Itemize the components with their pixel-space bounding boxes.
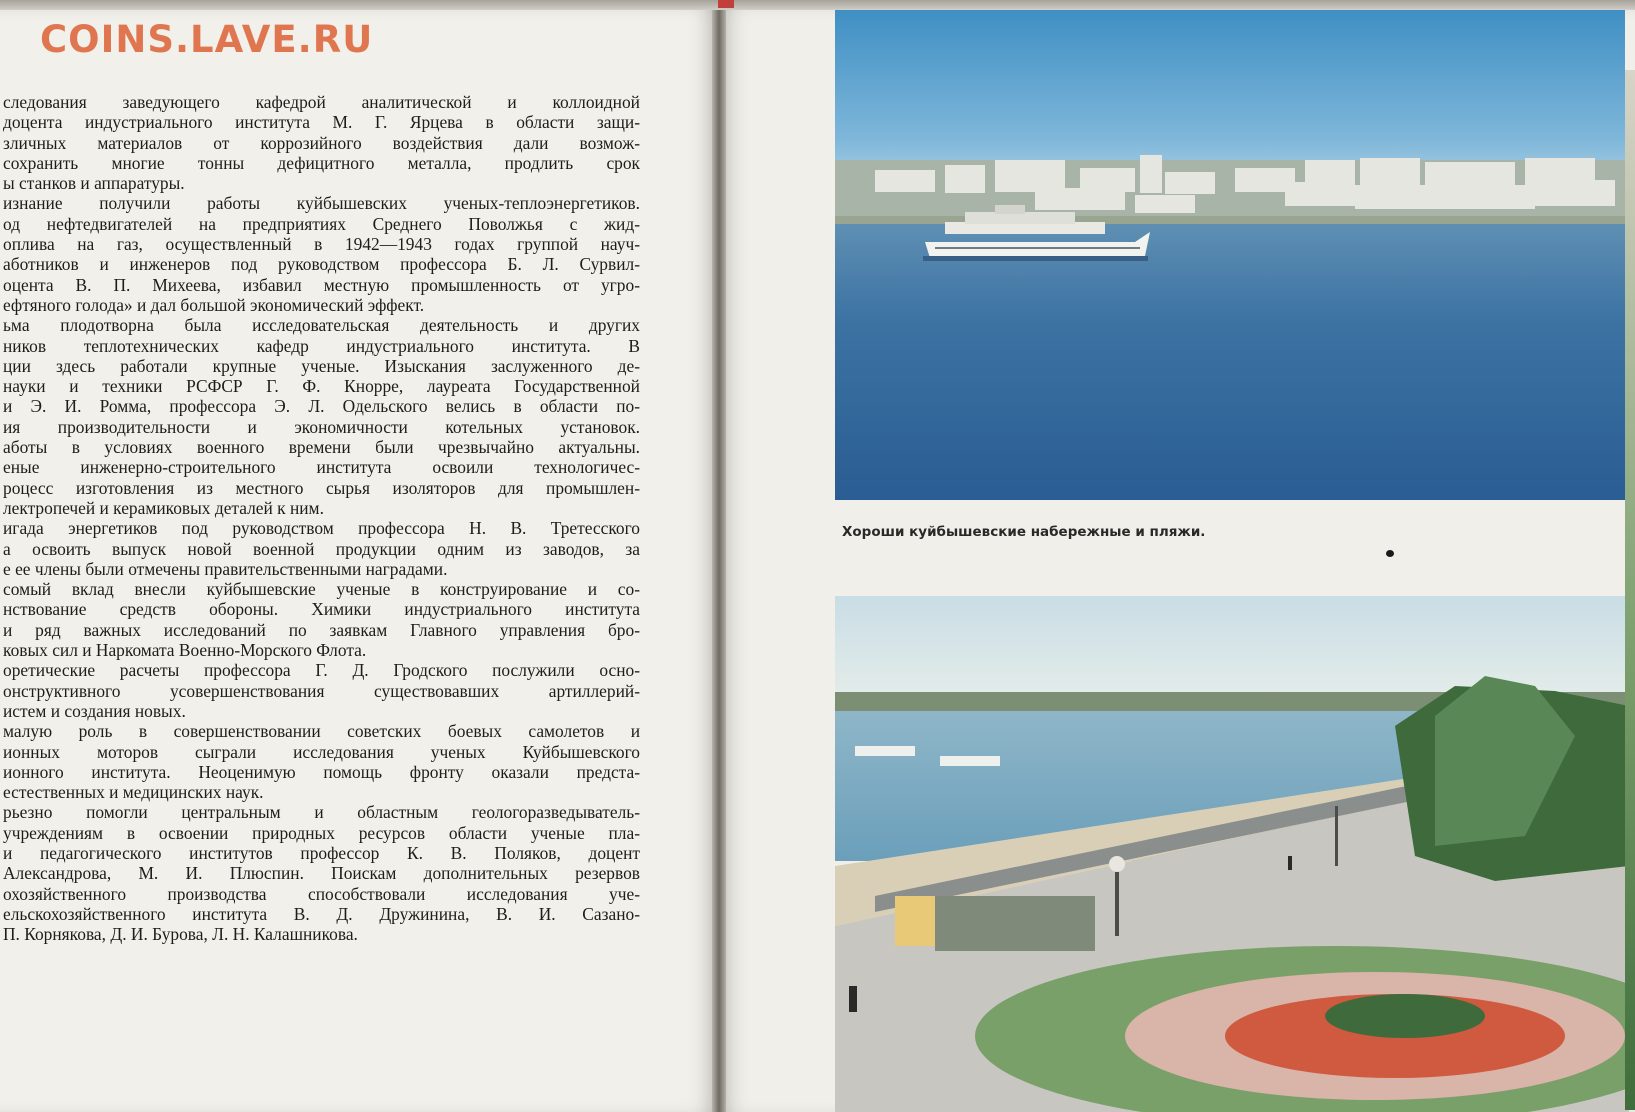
text-line: ионного института. Неоценимую помощь фронту оказали предста- <box>3 761 640 782</box>
text-line: аботников и инженеров под руководством профессора Б. Л. Сурвил- <box>3 254 640 275</box>
text-line: од нефтедвигателей на предприятиях Среднего Поволжья с жид- <box>3 213 640 234</box>
text-line: оцента В. П. Михеева, избавил местную промышленность от угро- <box>3 274 640 295</box>
text-line: доцента индустриального института М. Г. Ярцева в области защи- <box>3 112 640 133</box>
book-gutter <box>712 10 726 1112</box>
text-line: ионных моторов сыграли исследования ученых Куйбышевского <box>3 741 640 762</box>
left-page-body-text <box>0 92 640 944</box>
text-line: а освоить выпуск новой военной продукции одним из заводов, за <box>3 538 640 559</box>
watermark: COINS.LAVE.RU <box>40 18 374 61</box>
text-line: следования заведующего кафедрой аналитической и коллоидной <box>3 92 640 112</box>
text-line: ковых сил и Наркомата Военно-Морского Флота. <box>3 640 367 661</box>
text-line: сомый вклад внесли куйбышевские ученые в конструирование и со- <box>3 579 640 600</box>
ink-spot <box>1386 550 1394 557</box>
page-edge <box>1625 70 1635 1110</box>
text-line: науки и техники РСФСР Г. Ф. Кнорре, лауреата Государственной <box>3 376 640 397</box>
text-line: оплива на газ, осуществленный в 1942—1943 годах группой науч- <box>3 234 640 255</box>
text-line: Александрова, М. И. Плюспин. Поискам дополнительных резервов <box>3 863 640 884</box>
photo-embankment <box>835 596 1629 1112</box>
text-line: зличных материалов от коррозийного воздействия дали возмож- <box>3 132 640 153</box>
text-line: истем и создания новых. <box>3 700 186 721</box>
text-line: рьезно помогли центральным и областным геологоразведыватель- <box>3 802 640 823</box>
text-line: ельскохозяйственного института В. Д. Дружинина, В. И. Сазано- <box>3 903 640 924</box>
text-line: и ряд важных исследований по заявкам Главного управления бро- <box>3 619 640 640</box>
text-line: онструктивного усовершенствования существовавших артиллерий- <box>3 680 640 701</box>
text-line: ников теплотехнических кафедр индустриального института. В <box>3 335 640 356</box>
text-line: ия производительности и экономичности котельных установок. <box>3 416 640 437</box>
text-line: и педагогического институтов профессор К. В. Поляков, доцент <box>3 842 640 863</box>
text-line: естественных и медицинских наук. <box>3 782 264 803</box>
text-line: охозяйственного производства способствовали исследования уче- <box>3 883 640 904</box>
text-line: ы станков и аппаратуры. <box>3 173 185 194</box>
text-line: ефтяного голода» и дал большой экономический эффект. <box>3 294 425 315</box>
text-line: нствование средств обороны. Химики индустриального института <box>3 599 640 620</box>
text-line: еные инженерно-строительного института освоили технологичес- <box>3 457 640 478</box>
text-line: оретические расчеты профессора Г. Д. Гродского послужили осно- <box>3 660 640 681</box>
text-line: ьма плодотворна была исследовательская деятельность и других <box>3 315 640 336</box>
text-line: учреждениям в освоении природных ресурсов области ученые пла- <box>3 822 640 843</box>
photo-river-ship <box>835 10 1625 500</box>
text-line: ции здесь работали крупные ученые. Изыскания заслуженного де- <box>3 355 640 376</box>
text-line: аботы в условиях военного времени были чрезвычайно актуальны. <box>3 437 640 458</box>
text-line: П. Корнякова, Д. И. Бурова, Л. Н. Калашникова. <box>3 924 358 945</box>
text-line: лектропечей и керамиковых деталей к ним. <box>3 497 324 518</box>
text-line: сохранить многие тонны дефицитного металла, продлить срок <box>3 152 640 173</box>
text-line: игада энергетиков под руководством профессора Н. В. Третесского <box>3 518 640 539</box>
photo-caption: Хороши куйбышевские набережные и пляжи. <box>842 524 1206 540</box>
text-line: е ее члены были отмечены правительственными наградами. <box>3 558 448 579</box>
text-line: и Э. И. Ромма, профессора Э. Л. Одельского велись в области по- <box>3 396 640 417</box>
bookmark-ribbon <box>718 0 734 8</box>
text-line: малую роль в совершенствовании советских боевых самолетов и <box>3 721 640 742</box>
text-line: изнание получили работы куйбышевских ученых-теплоэнергетиков. <box>3 193 640 214</box>
text-line: роцесс изготовления из местного сырья изоляторов для промышлен- <box>3 477 640 498</box>
